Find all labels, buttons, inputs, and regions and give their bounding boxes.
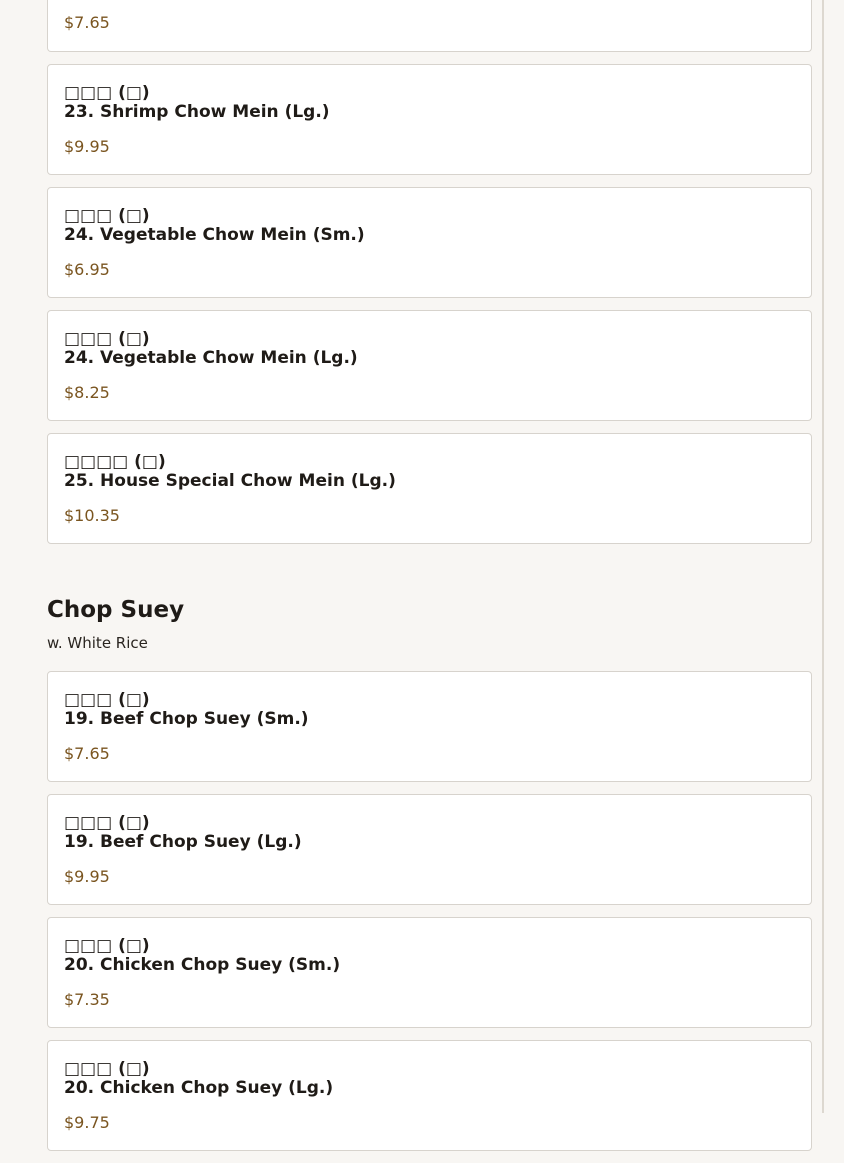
item-name: 19. Beef Chop Suey (Sm.) [64, 709, 309, 729]
item-name: 23. Shrimp Chow Mein (Lg.) [64, 102, 330, 122]
item-chinese-name: □□□ (□) [64, 813, 150, 833]
item-chinese-name: □□□ (□) [64, 329, 150, 349]
item-name: 20. Chicken Chop Suey (Lg.) [64, 1078, 334, 1098]
menu-item-card[interactable] [47, 187, 812, 298]
item-name: 24. Vegetable Chow Mein (Lg.) [64, 348, 358, 368]
section-subtitle: w. White Rice [47, 634, 148, 652]
item-price: $7.35 [64, 990, 110, 1009]
item-price: $8.25 [64, 383, 110, 402]
item-name: 20. Chicken Chop Suey (Sm.) [64, 955, 341, 975]
menu-item-card[interactable] [47, 671, 812, 782]
section-header [47, 556, 812, 671]
page-edge-divider [822, 0, 824, 1113]
item-name: 25. House Special Chow Mein (Lg.) [64, 471, 396, 491]
item-price: $9.75 [64, 1113, 110, 1132]
item-chinese-name: □□□□ (□) [64, 452, 166, 472]
menu-item-card[interactable] [47, 0, 812, 52]
menu-item-card[interactable] [47, 794, 812, 905]
item-price: $7.65 [64, 13, 110, 32]
item-name: 19. Beef Chop Suey (Lg.) [64, 832, 302, 852]
item-price: $7.65 [64, 744, 110, 763]
item-name: 24. Vegetable Chow Mein (Sm.) [64, 225, 365, 245]
item-chinese-name: □□□ (□) [64, 936, 150, 956]
menu-item-card[interactable] [47, 64, 812, 175]
menu-item-card[interactable] [47, 433, 812, 544]
section-title: Chop Suey [47, 597, 185, 623]
item-price: $10.35 [64, 506, 120, 525]
item-price: $6.95 [64, 260, 110, 279]
item-chinese-name: □□□ (□) [64, 1059, 150, 1079]
item-chinese-name: □□□ (□) [64, 690, 150, 710]
item-price: $9.95 [64, 137, 110, 156]
item-chinese-name: □□□ (□) [64, 206, 150, 226]
menu-item-card[interactable] [47, 310, 812, 421]
item-price: $9.95 [64, 867, 110, 886]
menu-content [47, 0, 812, 1163]
menu-item-card[interactable] [47, 917, 812, 1028]
menu-item-card[interactable] [47, 1040, 812, 1151]
item-chinese-name: □□□ (□) [64, 83, 150, 103]
